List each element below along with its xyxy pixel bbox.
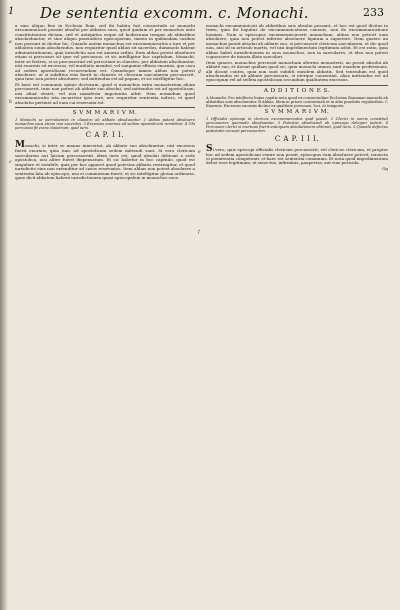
running-title: De sententia excomm. c. Monachi. bbox=[40, 4, 309, 22]
chapter-heading: C A P. I I I. bbox=[274, 134, 320, 143]
paragraph: a sine aliquo fine in Ecclesia Rom. sed ibi habita fuit consuetudo ut monachi excommunicati possint absolui per abbates suos, quod quidam et per monachos ante constitutionem dictam, sed et antiquitus usque ad hodiernum tempus ab abbatibus absoluebantur, et sine aliquo praeiudicio episcoporum, tamen in quibusdam casibus non possunt ut dicitur hic. Quando autem monachus est excommunicatus a iure et per abbatem suum absoluendus, non requiritur quod abbas sit sacerdos, dummodo habeat administrationem, quia iurisdictio non est annexa ordini. Item abbas potest absoluere etiam si percussor sit ipse vel percussus, et sic intelligitur hoc capitulum. Monachi, inter se fratres, si se percusserint vel percutiant in claustro, per abbatem absoluuntur, nisi enormis sit excessus, vel mutilatio membri, vel sanguinis effusio enormis, quo casu ad sedem apostolicam recurrendum est. Quandoque tamen abbas non potest absoluere, ut si subditus eius fuerit in claustro et clericum saecularem percusserit, quia tunc non potest absoluere, sed mittendus est ad papam, et sic intelligitur hoc. bbox=[15, 24, 195, 82]
divider bbox=[15, 107, 195, 108]
summary-text: 1 Officialis episcopi in clericos excommunicatos quid possit. 2 Clerici in sacris constituti percussores quomodo absoluantur. 3 Potestas absoluendi ab episcopo delegari potest. 4 Percussor clerici si mortuus fuerit antequam absolutionem obtinuit, quid iuris. 5 Quando defectus potestatis excuset percussorem. bbox=[206, 117, 388, 134]
binding-shadow bbox=[0, 0, 8, 610]
divider bbox=[206, 85, 388, 86]
chapter-heading: C A P. I I. bbox=[85, 131, 125, 140]
paragraph: Monachi, si inter se manus iniecerint, ab abbate suo absoluuntur, nisi excessus fuerit enormis, quia tunc ad apostolicam sedem mittendi sunt. Si vero clericum saecularem aut laicum percusserint, idem iuris est, quod absolui debeant a sede apostolica, nisi aliter fuerit dispensatum. Et sic habetur in hoc capitulo, quod est singulare et notabile, quia per hoc apparet quod potestas abbatis restringitur, et quod iurisdictio eius non extenditur ad casus reseruatos. Item abbas non potest absoluere a sententia lata ab episcopo, nisi ei commissum fuerit, et sic intelligitur glossa ordinaria, quae dicit abbatem habere iurisdictionem quasi episcopalem in monachos suos. bbox=[15, 140, 195, 181]
summary-text: 1 Monachi se percutientes in claustro ab abbate absoluuntur. 2 Abbas potest absoluere monachos suos etiam non sacerdos. 3 Excessus enormis ad sedem apostolicam remittitur. 4 Ubi percussio fit extra claustrum, quid iuris. bbox=[15, 118, 195, 131]
signature-mark: Gg bbox=[382, 165, 388, 171]
right-column bbox=[206, 24, 388, 604]
page-number: 233 bbox=[363, 6, 384, 19]
running-header bbox=[8, 5, 392, 23]
paragraph: Si vero, quis episcopi officialis clericum percusserit, vel clericus clericum, et propter hoc ad sedem apostolicam venire non possit, episcopus eum absoluere poterit, iniuncta ei poenitentia competenti, et haec est sententia communis. Et nota quod impedimentum debet esse legitimum, ut senectus, infirmitas, paupertas, aut viae pericula. bbox=[206, 143, 388, 166]
header-left-mark: 1 bbox=[8, 6, 15, 17]
left-column bbox=[15, 24, 195, 604]
margin-note-e: e bbox=[198, 150, 201, 155]
initial-letter: M bbox=[15, 140, 25, 151]
initial-letter: S bbox=[206, 143, 213, 154]
paragraph: monachi excommunicati ab abbatibus suis absolui possunt, et hoc est quod dicitur in textu, quia ibi loquitur de excommunicatione canonis, non de excommunicatione hominis. Nam si episcopus excommunicaverit monachum, abbas non poterit eum absoluere, quia non potest inferior absoluere ligatum a superiore. Item quaero an monachus possit absolui ab abbate suo, si percusserit clericum saecularem, et dic quod non, nisi sit in articulo mortis, vel nisi impedimentum legitimum adsit. Et est ratio, quia abbas habet iurisdictionem in suos monachos, non in saeculares, et ideo non potest cognoscere de iniuria illata saeculari. bbox=[206, 24, 388, 60]
margin-note-d: d bbox=[198, 70, 201, 75]
summary-heading: S V M M A R I V M. bbox=[264, 109, 330, 116]
margin-note-a: a bbox=[9, 40, 12, 45]
summary-heading: S V M M A R I V M. bbox=[72, 110, 138, 117]
additions-heading: A D D I T I O N E S. bbox=[263, 87, 331, 94]
paragraph: Et haec est communis opinio doctorum, quod si monachus extra monasterium alium percusserit, tunc non potest ab abbate suo absolui, sed mittendus est ad apostolicum, nisi aliud obstet, vel nisi manifesta impotentia adsit. Item notandum quod excommunicatio ista incurritur ipso iure, nec requiritur sententia iudicis, et quod absolutio pertinet ad eum cui reseruata est. bbox=[15, 81, 195, 105]
additions-text: A Monachi. Pro intellectu huius capitis nota quod ex consuetudine Ecclesiae Romanae monachi ab abbatibus suis absoluuntur. B Abbas. Idem in priore conventuali et in aliis praelatis regularibus. C Enormis. Excessus enormis dicitur ex qualitate personae, loci, et temporis. bbox=[206, 95, 388, 109]
paragraph: Item quaero, monachus percussit monachum alterius monasterii, an possit absolui ab abbate suo, et dicunt quidam quod sic, quia monachi omnes sunt eiusdem professionis, alii dicunt contra, quia non sunt subditi eiusdem abbatis. Sed tenendum est quod absoluendus sit ab abbate percussoris, si uterque consentiat, alias mittendus est ad episcopum vel ad sedem apostolicam secundum qualitatem excessus. bbox=[206, 59, 388, 83]
margin-note-b: b bbox=[9, 100, 12, 105]
margin-note-c: c bbox=[9, 160, 12, 165]
margin-note-f: f bbox=[198, 230, 200, 235]
